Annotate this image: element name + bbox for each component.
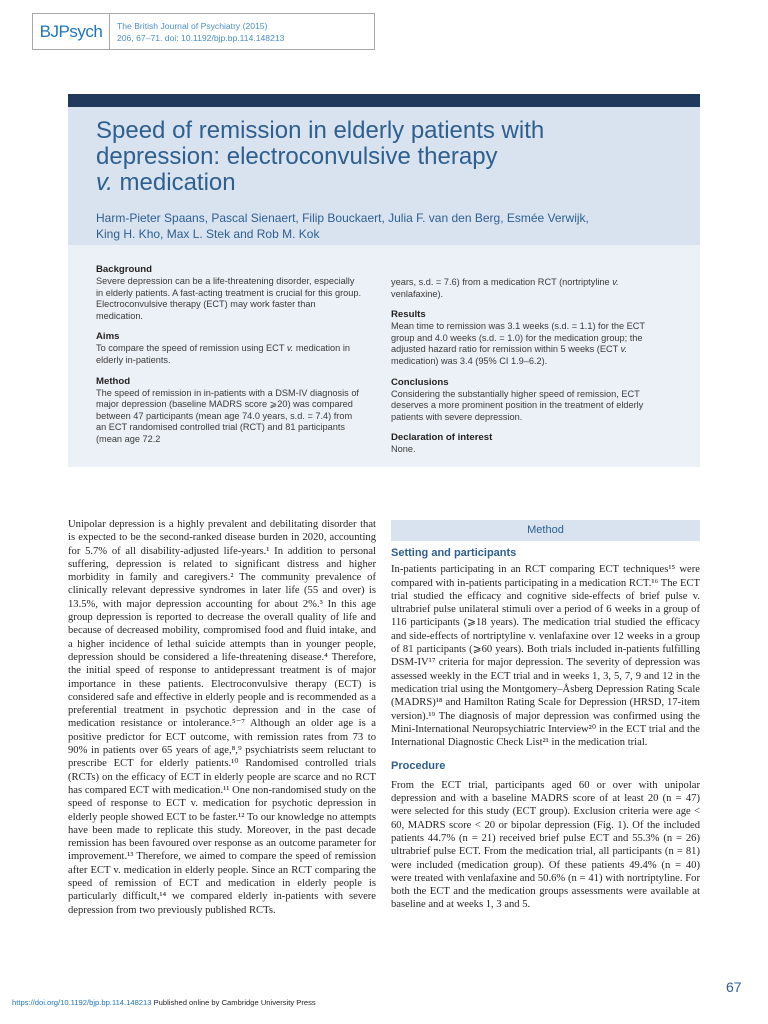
- procedure-text: From the ECT trial, participants aged 60 or over with unipolar depression and with a baseline MADRS score of at least 20 (n = 47) were selected for this study (ECT group). Exclusion criteria were age < 60, MADRS score < 20 or bipolar depression (Fig. 1). Of the included patients 44.7% (n = 21) received brief pulse ECT and 55.3% (n = 26) ultrabrief pulse ECT. From the medication trial, all participants (n = 81) were included (medication group). Of these patients 49.4% (n = 40) were treated with venlafaxine and 50.6% (n = 41) with nortriptyline. For both the ECT and the medication groups assessments were available at baseline and at weeks 1, 3 and 5.: [391, 779, 700, 911]
- method-cont-a: years, s.d. = 7.6) from a medication RCT (nortriptyline: [391, 277, 613, 287]
- body-right-column: [391, 547, 700, 912]
- title-top-rule: [68, 94, 700, 107]
- title-versus: v.: [96, 169, 113, 196]
- method-section-heading: Method: [391, 520, 700, 541]
- abstract-left-column: [96, 264, 362, 455]
- background-text: Severe depression can be a life-threatening disorder, especially in elderly patients. A fast-acting treatment is crucial for this group. Electroconvulsive therapy (ECT) may work faster than medication.: [96, 276, 362, 321]
- results-versus: v.: [620, 344, 628, 355]
- declaration-text: None.: [391, 444, 416, 455]
- method-text: The speed of remission in in-patients with a DSM-IV diagnosis of major depression (baseline MADRS score ⩾20) was compared between 47 participants (mean age 74.0 years, s.d. = 7.4) from an ECT randomised controlled trial (RCT) and 81 participants (mean age 72.2: [96, 387, 359, 444]
- author-list: [96, 210, 676, 242]
- procedure-heading: Procedure: [391, 760, 446, 773]
- results-text-a: Mean time to remission was 3.1 weeks (s.d. = 1.1) for the ECT group and 4.0 weeks (s.d. = 1.0) for the medication group; the adjusted hazard ratio for remission within 5 weeks (ECT: [391, 321, 645, 355]
- page-number: 67: [726, 979, 742, 995]
- title-line-3: medication: [112, 169, 236, 196]
- conclusions-text: Considering the substantially higher speed of remission, ECT deserves a more prominent position in the treatment of elderly patients with severe depression.: [391, 388, 644, 422]
- results-heading: Results: [391, 309, 426, 321]
- body-left-column: [68, 518, 376, 917]
- doi-link[interactable]: https://doi.org/10.1192/bjp.bp.114.148213: [12, 998, 152, 1007]
- setting-participants-text: In-patients participating in an RCT comparing ECT techniques¹⁵ were compared with in-patients participating in a medication RCT.¹⁶ The ECT trial studied the efficacy and cognitive side-effects of brief pulse v. ultrabrief pulse unilateral stimuli over a period of 6 weeks in a group of 116 participants (⩾18 years). The medication trial studied the efficacy and side-effects of nortriptyline v. venlafaxine over 12 weeks in a group of 81 participants (⩾60 years). Both trials included in-patients fulfilling DSM-IV¹⁷ criteria for major depression. The severity of depression was assessed weekly in the ECT trial and in weeks 1, 3, 5, 7, 9 and 12 in the medication trial using the Montgomery–Åsberg Depression Rating Scale (MADRS)¹⁸ and Hamilton Rating Scale for Depression (HRSD, 17-item version).¹⁹ The diagnosis of major depression was confirmed using the Mini-International Neuropsychiatric Interview²⁰ in the ECT trial and the International Diagnostic Check List²¹ in the medication trial.: [391, 564, 700, 749]
- journal-volume-doi: 206, 67–71. doi: 10.1192/bjp.bp.114.148213: [117, 33, 285, 43]
- journal-logo: BJPsych: [32, 13, 110, 50]
- method-heading: Method: [96, 375, 131, 387]
- method-text-continued: [391, 277, 659, 300]
- authors-line-1: Harm-Pieter Spaans, Pascal Sienaert, Filip Bouckaert, Julia F. van den Berg, Esmée Verwijk,: [96, 211, 589, 225]
- authors-line-2: King H. Kho, Max L. Stek and Rob M. Kok: [96, 227, 320, 241]
- aims-versus: v.: [286, 343, 294, 354]
- article-title: [96, 118, 676, 196]
- declaration-heading: Declaration of interest: [391, 432, 493, 444]
- journal-name: The British Journal of Psychiatry (2015): [117, 21, 268, 31]
- aims-text-b: medication in elderly in-patients.: [96, 343, 350, 365]
- title-line-1: Speed of remission in elderly patients with: [96, 117, 545, 144]
- results-text: [391, 321, 659, 367]
- method-cont-b: venlafaxine).: [391, 288, 444, 299]
- setting-participants-heading: Setting and participants: [391, 547, 517, 559]
- results-text-b: medication) was 3.4 (95% CI 1.9–6.2).: [391, 355, 548, 366]
- conclusions-heading: Conclusions: [391, 376, 449, 388]
- aims-text-a: To compare the speed of remission using ECT: [96, 343, 287, 354]
- published-note: Published online by Cambridge University Press: [151, 998, 316, 1007]
- journal-citation: [110, 13, 375, 50]
- footer-doi: [12, 998, 316, 1007]
- background-heading: Background: [96, 264, 152, 275]
- introduction-paragraph: Unipolar depression is a highly prevalent and debilitating disorder that is expected to be the second-ranked disease burden in 2020, accounting for 5.7% of all disability-adjusted life-years.¹ In addition to personal suffering, depression is related to significant distress and higher morbidity in family and caregivers.² The community prevalence of clinically relevant depressive syndromes in later life (55 and over) is 13.5%, with major depression accounting for about 2%.³ In this age group depression is reported to decrease the overall quality of life and because of decreased mobility, compromised food and fluid intake, and a higher incidence of lethal suicide attempts than in younger people, depression should be considered a life-threatening disease.⁴ Therefore, the initial speed of response to antidepressant treatment is of major importance in these patients. Electroconvulsive therapy (ECT) is considered safe and effective in elderly people and is recommended as a preferential treatment in psychotic depression and in the case of medication resistance or intolerance.⁵⁻⁷ Although an older age is a positive predictor for ECT outcome, with remission rates from 73 to 90% in patients over 65 years of age,⁸,⁹ psychiatrists seem reluctant to prescribe ECT for elderly patients.¹⁰ Randomised controlled trials (RCTs) on the efficacy of ECT in elderly people are scarce and no RCT has compared ECT with medication.¹¹ One non-randomised study on the speed of response to ECT v. medication for psychotic depression in elderly people showed ECT to be faster.¹² To our knowledge no attempts have been made to replicate this study. Moreover, in the past decade remission has been favoured over response as an outcome parameter for improvement.¹³ Therefore, we aimed to compare the speed of remission after ECT v. medication in elderly people. Since an RCT comparing the speed of remission of ECT and medication in elderly people is particularly difficult,¹⁴ we compared elderly in-patients with severe depression from two previously published RCTs.: [68, 519, 376, 916]
- aims-text: [96, 343, 362, 366]
- aims-heading: Aims: [96, 331, 120, 343]
- method-cont-versus: v.: [612, 277, 619, 287]
- abstract-right-column: [391, 277, 659, 465]
- title-line-2: depression: electroconvulsive therapy: [96, 143, 498, 170]
